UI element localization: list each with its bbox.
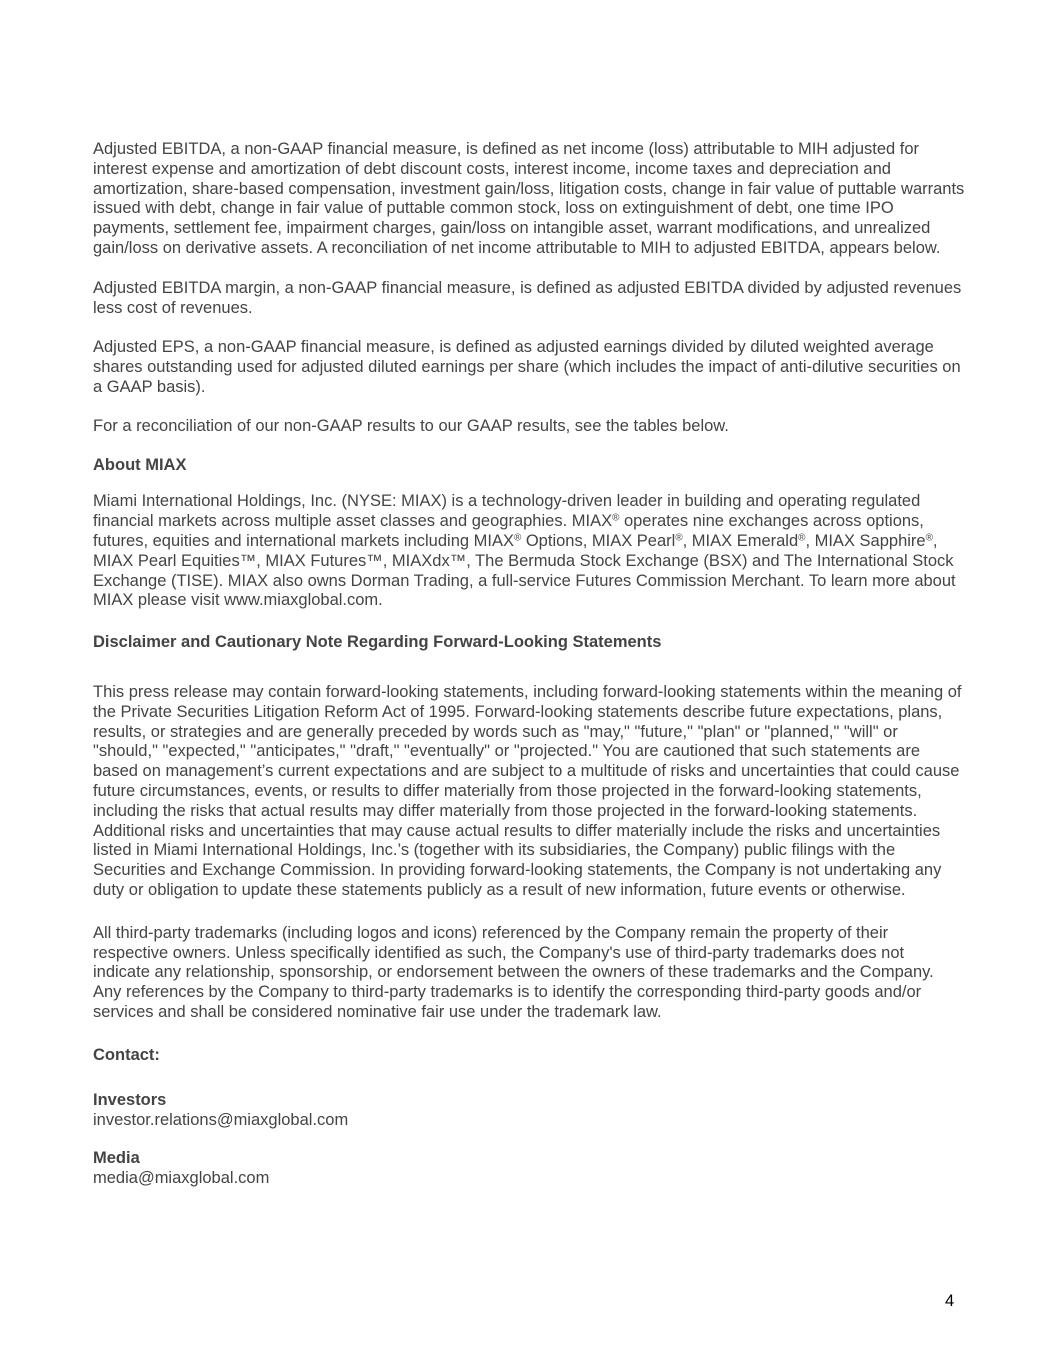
media-contact (93, 1149, 965, 1189)
reconciliation-paragraph: For a reconciliation of our non-GAAP results to our GAAP results, see the tables below. (93, 416, 729, 435)
media-label: Media (93, 1149, 140, 1168)
registered-mark: ® (675, 532, 683, 544)
contact-heading: Contact: (93, 1045, 160, 1064)
about-text-part: Miami International Holdings, Inc. (NYSE: MIAX) is a technology-driven leader in building and operating regulated financial markets across multiple asset classes and geographies. MIAX (93, 492, 921, 531)
investors-label: Investors (93, 1091, 167, 1110)
about-heading: About MIAX (93, 455, 187, 474)
about-text-part: operates nine exchanges across options, futures, equities and international markets including MIAX (93, 512, 924, 550)
about-text-part: Options, MIAX Pearl (521, 531, 676, 550)
adjusted-eps-paragraph: Adjusted EPS, a non-GAAP financial measure, is defined as adjusted earnings divided by diluted weighted average shares outstanding used for adjusted diluted earnings per share (which includes the impact of anti-dilutive securities on a GAAP basis). (93, 338, 961, 396)
disclaimer-heading: Disclaimer and Cautionary Note Regarding Forward-Looking Statements (93, 633, 662, 652)
adjusted-ebitda-paragraph: Adjusted EBITDA, a non-GAAP financial measure, is defined as net income (loss) attributable to MIH adjusted for interest expense and amortization of debt discount costs, interest income, income taxes and depreciation and amortization, share-based compensation, investment gain/loss, litigation costs, change in fair value of puttable warrants issued with debt, change in fair value of puttable common stock, loss on extinguishment of debt, one time IPO payments, settlement fee, impairment charges, gain/loss on intangible asset, warrant modifications, and unrealized gain/loss on derivative assets. A reconciliation of net income attributable to MIH to adjusted EBITDA, appears below. (93, 140, 965, 257)
about-paragraph (93, 492, 965, 611)
about-text-part: , MIAX Pearl Equities™, MIAX Futures™, MIAXdx™, The Bermuda Stock Exchange (BSX) and The International Stock Exchange (TISE). MIAX also owns Dorman Trading, a full-service Futures Commission Merchant. To learn more about MIAX please visit www.miaxglobal.com. (93, 531, 956, 610)
disclaimer-paragraph: This press release may contain forward-looking statements, including forward-looking statements within the meaning of the Private Securities Litigation Reform Act of 1995. Forward-looking statements describe future expectations, plans, results, or strategies and are generally preceded by words such as "may," "future," "plan" or "planned," "will" or "should," "expected," "anticipates," "draft," "eventually" or "projected." You are cautioned that such statements are based on management’s current expectations and are subject to a multitude of risks and uncertainties that could cause future circumstances, events, or results to differ materially from those projected in the forward-looking statements, including the risks that actual results may differ materially from those projected in the forward-looking statements. Additional risks and uncertainties that may cause actual results to differ materially include the risks and uncertainties listed in Miami International Holdings, Inc.’s (together with its subsidiaries, the Company) public filings with the Securities and Exchange Commission. In providing forward-looking statements, the Company is not undertaking any duty or obligation to update these statements publicly as a result of new information, future events or otherwise. (93, 682, 962, 899)
media-email: media@miaxglobal.com (93, 1168, 270, 1187)
trademarks-paragraph: All third-party trademarks (including logos and icons) referenced by the Company remain the property of their respective owners. Unless specifically identified as such, the Company's use of third-party trademarks does not indicate any relationship, sponsorship, or endorsement between the owners of these trademarks and the Company. Any references by the Company to third-party trademarks is to identify the corresponding third-party goods and/or services and shall be considered nominative fair use under the trademark law. (93, 923, 934, 1021)
document-body (93, 140, 965, 1207)
registered-mark: ® (925, 532, 933, 544)
adjusted-ebitda-margin-paragraph: Adjusted EBITDA margin, a non-GAAP financial measure, is defined as adjusted EBITDA divided by adjusted revenues less cost of revenues. (93, 278, 962, 317)
registered-mark: ® (798, 532, 806, 544)
investors-contact (93, 1091, 965, 1131)
registered-mark: ® (513, 532, 522, 544)
about-text-part: , MIAX Emerald (682, 531, 799, 550)
about-text-part: , MIAX Sapphire (805, 531, 926, 550)
page-number: 4 (945, 1292, 955, 1310)
registered-mark: ® (612, 512, 620, 524)
investors-email: investor.relations@miaxglobal.com (93, 1111, 349, 1130)
